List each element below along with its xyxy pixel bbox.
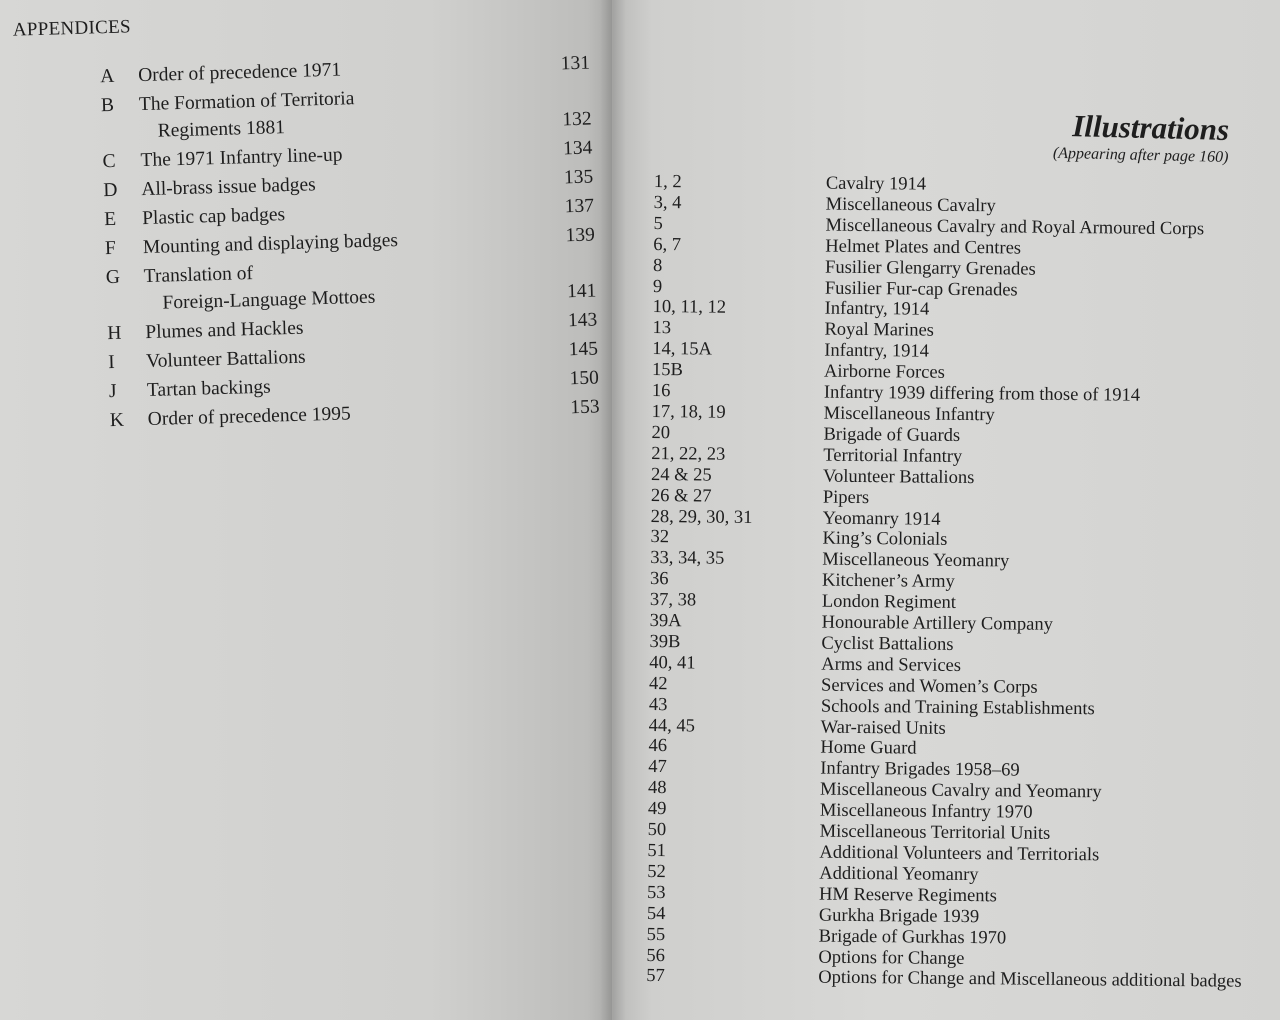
illustration-caption: Brigade of Gurkhas 1970	[818, 926, 1007, 949]
appendix-title: The 1971 Infantry line-up	[140, 144, 343, 172]
illustration-caption: Home Guard	[820, 738, 917, 760]
illustration-plate-number: 55	[646, 924, 666, 945]
illustration-caption: Miscellaneous Infantry	[823, 403, 995, 426]
illustration-plate-number: 8	[653, 255, 663, 276]
left-page	[0, 0, 612, 1020]
illustration-caption: War-raised Units	[820, 717, 946, 739]
illustration-caption: Pipers	[822, 487, 870, 508]
right-page	[612, 0, 1280, 1020]
illustration-caption: Infantry, 1914	[824, 340, 930, 362]
illustration-plate-number: 39B	[649, 631, 681, 653]
illustration-plate-number: 52	[647, 861, 666, 883]
illustrations-title: Illustrations	[1072, 108, 1230, 147]
appendix-letter: E	[103, 208, 117, 231]
illustration-caption: Options for Change and Miscellaneous additional badges	[818, 968, 1242, 993]
illustration-caption: Fusilier Glengarry Grenades	[824, 257, 1036, 280]
illustrations-list	[646, 172, 1266, 993]
illustrations-subtitle: (Appearing after page 160)	[1053, 144, 1230, 166]
appendix-page-number: 141	[566, 280, 597, 303]
illustration-caption: HM Reserve Regiments	[818, 884, 997, 907]
illustration-caption: Yeomanry 1914	[822, 508, 941, 530]
illustration-plate-number: 49	[647, 799, 667, 820]
illustration-plate-number: 26 & 27	[650, 485, 712, 507]
appendices-section	[0, 0, 612, 1020]
illustration-plate-number: 16	[651, 381, 671, 402]
illustration-plate-number: 33, 34, 35	[650, 548, 725, 570]
illustration-caption: Schools and Training Establishments	[820, 696, 1095, 719]
appendix-title: All-brass issue badges	[141, 174, 316, 201]
illustration-caption: Territorial Infantry	[823, 445, 963, 467]
illustration-caption: King’s Colonials	[822, 529, 948, 551]
illustration-row	[646, 966, 1258, 993]
appendix-letter: F	[104, 237, 117, 260]
appendix-title: Order of precedence 1971	[137, 59, 342, 87]
appendix-title: Volunteer Battalions	[145, 346, 306, 373]
appendix-letter: G	[105, 266, 121, 289]
illustration-caption: Volunteer Battalions	[822, 466, 975, 488]
appendix-page-number: 135	[563, 166, 594, 189]
appendix-letter: B	[100, 94, 115, 117]
illustration-caption: Cavalry 1914	[825, 173, 927, 195]
illustration-plate-number: 14, 15A	[652, 339, 713, 360]
illustration-caption: Additional Yeomanry	[819, 863, 979, 886]
illustration-plate-number: 20	[651, 422, 671, 444]
book-gutter	[600, 0, 626, 1020]
illustrations-header	[1053, 108, 1230, 167]
illustration-caption: Helmet Plates and Centres	[825, 236, 1022, 259]
appendix-letter: C	[102, 150, 116, 173]
appendix-page-number: 131	[560, 52, 591, 75]
appendix-page-number: 150	[569, 367, 600, 390]
illustration-caption: Airborne Forces	[823, 361, 945, 383]
illustration-plate-number: 44, 45	[648, 715, 696, 736]
appendix-letter: K	[109, 409, 125, 432]
illustration-plate-number: 36	[649, 569, 669, 590]
illustration-plate-number: 53	[646, 882, 666, 903]
illustration-caption: Infantry, 1914	[824, 299, 930, 321]
appendix-letter: A	[99, 65, 115, 88]
illustration-caption: Options for Change	[818, 947, 965, 969]
illustration-plate-number: 13	[652, 318, 672, 339]
illustration-caption: Miscellaneous Yeomanry	[822, 549, 1010, 572]
appendix-page-number: 153	[570, 396, 600, 419]
appendix-page-number: 143	[567, 309, 598, 332]
illustration-caption: Services and Women’s Corps	[820, 675, 1038, 698]
appendix-title-continued: Foreign-Language Mottoes	[162, 286, 376, 314]
illustration-caption: Arms and Services	[821, 654, 962, 676]
appendix-letter: H	[107, 322, 122, 345]
illustration-plate-number: 56	[646, 945, 666, 966]
illustration-caption: Kitchener’s Army	[821, 570, 955, 593]
appendix-title: Order of precedence 1995	[147, 403, 352, 431]
appendix-title: Plastic cap badges	[141, 204, 286, 230]
illustration-plate-number: 32	[650, 527, 670, 548]
illustration-plate-number: 39A	[649, 611, 682, 632]
illustration-caption: Infantry 1939 differing from those of 1914	[823, 382, 1141, 406]
illustration-plate-number: 24 & 25	[650, 464, 712, 486]
appendix-letter: D	[103, 179, 118, 202]
illustration-caption: Miscellaneous Cavalry and Yeomanry	[819, 779, 1102, 803]
illustration-caption: Gurkha Brigade 1939	[818, 905, 980, 927]
appendix-title: Translation of	[143, 263, 254, 288]
illustration-plate-number: 50	[647, 820, 667, 841]
illustration-caption: Miscellaneous Cavalry	[825, 194, 996, 217]
illustration-caption: London Regiment	[821, 591, 957, 614]
illustration-plate-number: 15B	[652, 360, 684, 381]
illustration-plate-number: 42	[648, 673, 668, 694]
illustration-plate-number: 57	[646, 966, 665, 987]
appendix-title: Tartan backings	[146, 376, 271, 402]
illustration-plate-number: 48	[647, 778, 667, 799]
illustration-plate-number: 21, 22, 23	[651, 443, 726, 465]
appendix-title-continued: Regiments 1881	[157, 117, 286, 142]
appendix-title: Mounting and displaying badges	[142, 229, 399, 259]
appendix-page-number: 139	[565, 224, 596, 247]
illustration-plate-number: 17, 18, 19	[651, 401, 726, 423]
illustration-plate-number: 9	[652, 276, 663, 297]
illustration-caption: Honourable Artillery Company	[821, 612, 1053, 635]
appendices-list	[100, 50, 600, 437]
illustration-caption: Brigade of Guards	[823, 424, 961, 446]
illustration-plate-number: 51	[647, 840, 667, 862]
illustration-plate-number: 40, 41	[649, 652, 696, 674]
appendix-letter: J	[108, 380, 117, 403]
illustration-caption: Infantry Brigades 1958–69	[820, 758, 1020, 781]
illustration-caption: Royal Marines	[824, 319, 935, 342]
illustration-plate-number: 54	[646, 903, 666, 924]
illustration-caption: Additional Volunteers and Territorials	[819, 842, 1100, 866]
illustration-caption: Miscellaneous Cavalry and Royal Armoured Corps	[825, 215, 1205, 240]
illustration-plate-number: 46	[648, 736, 668, 757]
illustration-plate-number: 5	[653, 213, 663, 234]
appendix-page-number: 137	[564, 195, 595, 218]
illustration-plate-number: 47	[648, 757, 667, 778]
appendix-page-number: 145	[568, 338, 599, 361]
appendix-title: Plumes and Hackles	[145, 317, 304, 344]
appendices-heading: APPENDICES	[12, 16, 132, 41]
illustration-plate-number: 28, 29, 30, 31	[650, 506, 753, 528]
illustration-plate-number: 10, 11, 12	[652, 297, 727, 319]
appendix-letter: I	[107, 351, 115, 374]
illustration-caption: Miscellaneous Infantry 1970	[819, 800, 1033, 823]
appendix-page-number: 132	[562, 108, 592, 131]
illustration-caption: Miscellaneous Territorial Units	[819, 821, 1051, 844]
illustration-plate-number: 43	[648, 694, 668, 715]
illustration-plate-number: 37, 38	[649, 590, 697, 611]
illustration-caption: Cyclist Battalions	[821, 633, 954, 655]
illustration-plate-number: 3, 4	[653, 192, 682, 214]
illustration-caption: Fusilier Fur-cap Grenades	[824, 278, 1018, 301]
appendix-page-number: 134	[562, 137, 593, 160]
illustration-plate-number: 6, 7	[653, 234, 682, 255]
appendix-title: The Formation of Territoria	[138, 88, 355, 116]
illustration-plate-number: 1, 2	[653, 172, 682, 193]
